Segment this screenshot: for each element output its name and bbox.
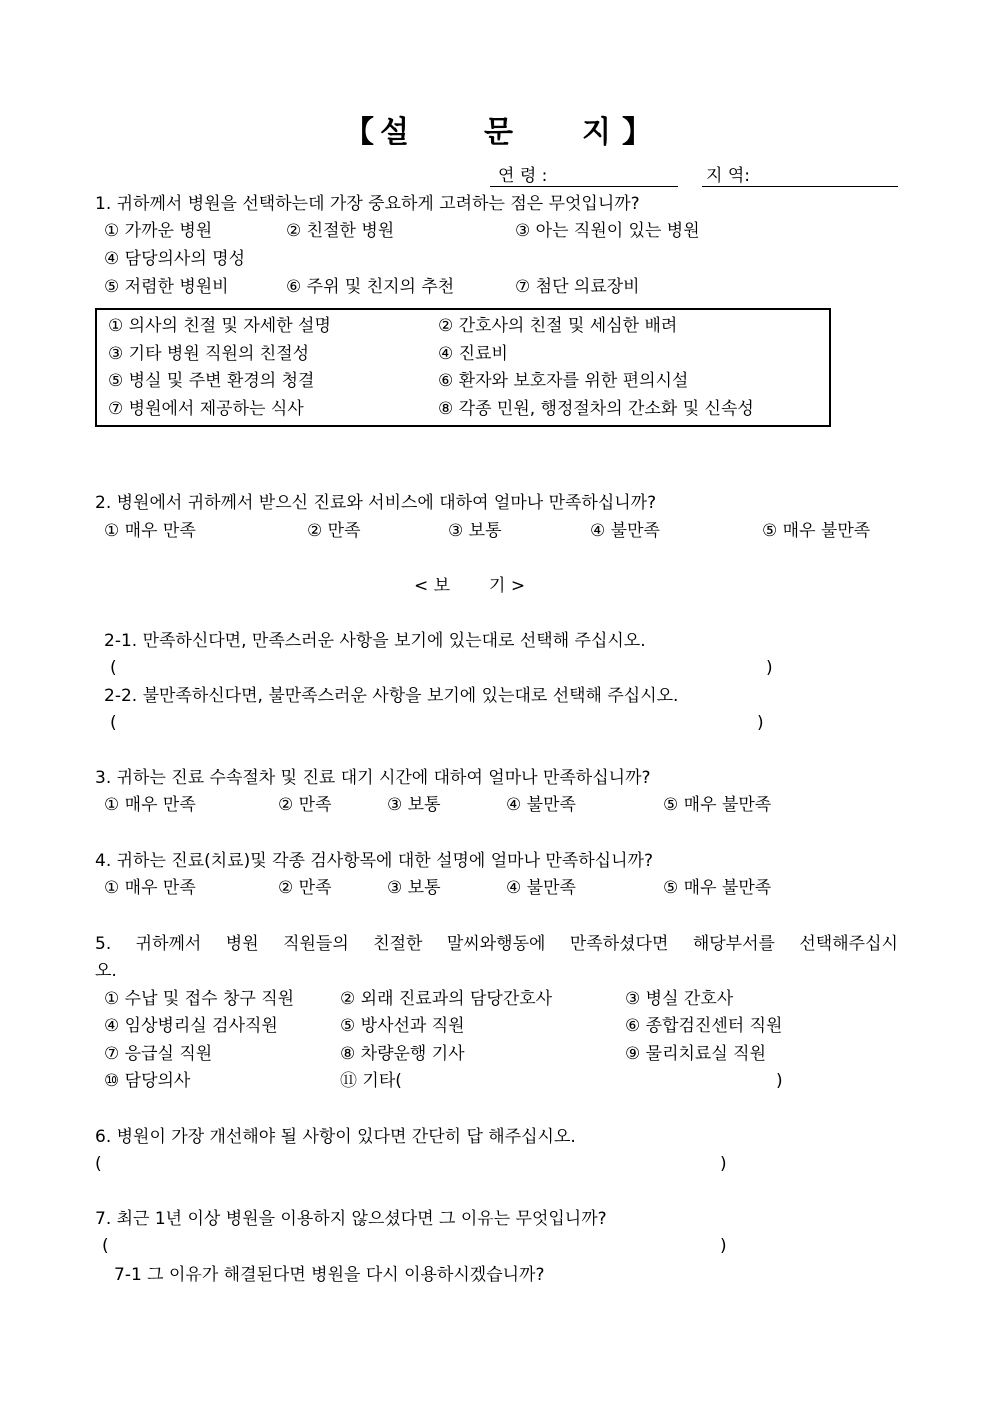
q5-option-6[interactable]: ⑥ 종합검진센터 직원 <box>625 1016 783 1036</box>
q1-option-5[interactable]: ⑤ 저렴한 병원비 <box>104 277 229 297</box>
q2-option-5[interactable]: ⑤ 매우 불만족 <box>762 521 871 541</box>
example-item-5: ⑤ 병실 및 주변 환경의 청결 <box>108 371 315 391</box>
q5-word: 직원들의 <box>283 934 349 954</box>
q2-1-paren-open: ( <box>110 658 117 678</box>
q1-option-3[interactable]: ③ 아는 직원이 있는 병원 <box>515 221 700 241</box>
q4-question: 4. 귀하는 진료(치료)및 각종 검사항목에 대한 설명에 얼마나 만족하십니까? <box>95 851 653 871</box>
example-item-1: ① 의사의 친절 및 자세한 설명 <box>108 316 331 336</box>
region-label: 지 역: <box>706 166 750 186</box>
q2-2-question: 2-2. 불만족하신다면, 불만족스러운 사항을 보기에 있는대로 선택해 주십시오. <box>104 686 679 706</box>
example-item-7: ⑦ 병원에서 제공하는 식사 <box>108 399 304 419</box>
q2-question: 2. 병원에서 귀하께서 받으신 진료와 서비스에 대하여 얼마나 만족하십니까? <box>95 493 657 513</box>
q6-question: 6. 병원이 가장 개선해야 될 사항이 있다면 간단히 답 해주십시오. <box>95 1127 576 1147</box>
example-item-8: ⑧ 각종 민원, 행정절차의 간소화 및 신속성 <box>438 399 754 419</box>
q2-option-2[interactable]: ② 만족 <box>307 521 361 541</box>
q2-2-paren-open: ( <box>110 713 117 733</box>
q7-paren-open: ( <box>102 1236 109 1256</box>
q2-2-paren-close: ) <box>757 713 764 733</box>
q3-question: 3. 귀하는 진료 수속절차 및 진료 대기 시간에 대하여 얼마나 만족하십니까? <box>95 768 651 788</box>
example-item-3: ③ 기타 병원 직원의 친절성 <box>108 344 310 364</box>
q5-word: 말씨와행동에 <box>446 934 546 954</box>
q3-option-1[interactable]: ① 매우 만족 <box>104 795 196 815</box>
q5-option-11[interactable]: ⑪ 기타( <box>340 1071 402 1091</box>
title-open-bracket: 【 <box>344 115 374 150</box>
q2-option-4[interactable]: ④ 불만족 <box>590 521 660 541</box>
q4-option-5[interactable]: ⑤ 매우 불만족 <box>663 878 772 898</box>
title-char-2: 문 <box>484 115 513 150</box>
q3-option-4[interactable]: ④ 불만족 <box>506 795 576 815</box>
q5-word: 선택해주십시 <box>799 934 898 954</box>
q4-option-1[interactable]: ① 매우 만족 <box>104 878 196 898</box>
age-label: 연 령 : <box>498 166 548 186</box>
bogi-label-close: 기 > <box>489 576 526 596</box>
example-item-6: ⑥ 환자와 보호자를 위한 편의시설 <box>438 371 689 391</box>
q2-option-3[interactable]: ③ 보통 <box>448 521 502 541</box>
q1-option-2[interactable]: ② 친절한 병원 <box>286 221 395 241</box>
q4-option-4[interactable]: ④ 불만족 <box>506 878 576 898</box>
q2-1-paren-close: ) <box>766 658 773 678</box>
region-underline[interactable] <box>702 186 898 187</box>
q5-option-10[interactable]: ⑩ 담당의사 <box>104 1071 191 1091</box>
q7-1-question: 7-1 그 이유가 해결된다면 병원을 다시 이용하시겠습니까? <box>114 1265 545 1285</box>
q7-question: 7. 최근 1년 이상 병원을 이용하지 않으셨다면 그 이유는 무엇입니까? <box>95 1209 607 1229</box>
title-char-1: 설 <box>380 115 409 150</box>
example-item-4: ④ 진료비 <box>438 344 508 364</box>
q1-question: 1. 귀하께서 병원을 선택하는데 가장 중요하게 고려하는 점은 무엇입니까? <box>95 194 640 214</box>
age-underline[interactable] <box>490 186 678 187</box>
q2-option-1[interactable]: ① 매우 만족 <box>104 521 196 541</box>
q1-option-7[interactable]: ⑦ 첨단 의료장비 <box>515 277 640 297</box>
q5-question <box>95 936 898 953</box>
q3-option-2[interactable]: ② 만족 <box>278 795 332 815</box>
title-char-3: 지 <box>582 115 611 150</box>
q2-1-question: 2-1. 만족하신다면, 만족스러운 사항을 보기에 있는대로 선택해 주십시오. <box>104 631 646 651</box>
q5-option-9[interactable]: ⑨ 물리치료실 직원 <box>625 1044 767 1064</box>
q6-paren-close: ) <box>720 1154 727 1174</box>
q5-option-2[interactable]: ② 외래 진료과의 담당간호사 <box>340 989 553 1009</box>
title-close-bracket: 】 <box>622 115 652 150</box>
q5-option-4[interactable]: ④ 임상병리실 검사직원 <box>104 1016 278 1036</box>
q5-option-1[interactable]: ① 수납 및 접수 창구 직원 <box>104 989 295 1009</box>
q1-option-6[interactable]: ⑥ 주위 및 친지의 추천 <box>286 277 455 297</box>
q3-option-3[interactable]: ③ 보통 <box>387 795 441 815</box>
q4-option-3[interactable]: ③ 보통 <box>387 878 441 898</box>
q3-option-5[interactable]: ⑤ 매우 불만족 <box>663 795 772 815</box>
q5-option-5[interactable]: ⑤ 방사선과 직원 <box>340 1016 465 1036</box>
q5-word: 친절한 <box>373 934 423 954</box>
q5-word: 5. <box>95 934 112 954</box>
q5-word: 귀하께서 <box>135 934 202 954</box>
q5-option-3[interactable]: ③ 병실 간호사 <box>625 989 734 1009</box>
example-item-2: ② 간호사의 친절 및 세심한 배려 <box>438 316 678 336</box>
q1-option-4[interactable]: ④ 담당의사의 명성 <box>104 249 246 269</box>
bogi-label-open: < 보 <box>414 576 451 596</box>
q5-option-7[interactable]: ⑦ 응급실 직원 <box>104 1044 213 1064</box>
q5-word: 병원 <box>225 934 259 954</box>
q5-option-11-paren-close: ) <box>776 1071 783 1091</box>
q5-question-line2: 오. <box>95 961 117 981</box>
q1-option-1[interactable]: ① 가까운 병원 <box>104 221 213 241</box>
q5-word: 해당부서를 <box>692 934 775 954</box>
q7-paren-close: ) <box>720 1236 727 1256</box>
q5-word: 만족하셨다면 <box>569 934 669 954</box>
q4-option-2[interactable]: ② 만족 <box>278 878 332 898</box>
q6-paren-open: ( <box>95 1154 102 1174</box>
q5-option-8[interactable]: ⑧ 차량운행 기사 <box>340 1044 465 1064</box>
